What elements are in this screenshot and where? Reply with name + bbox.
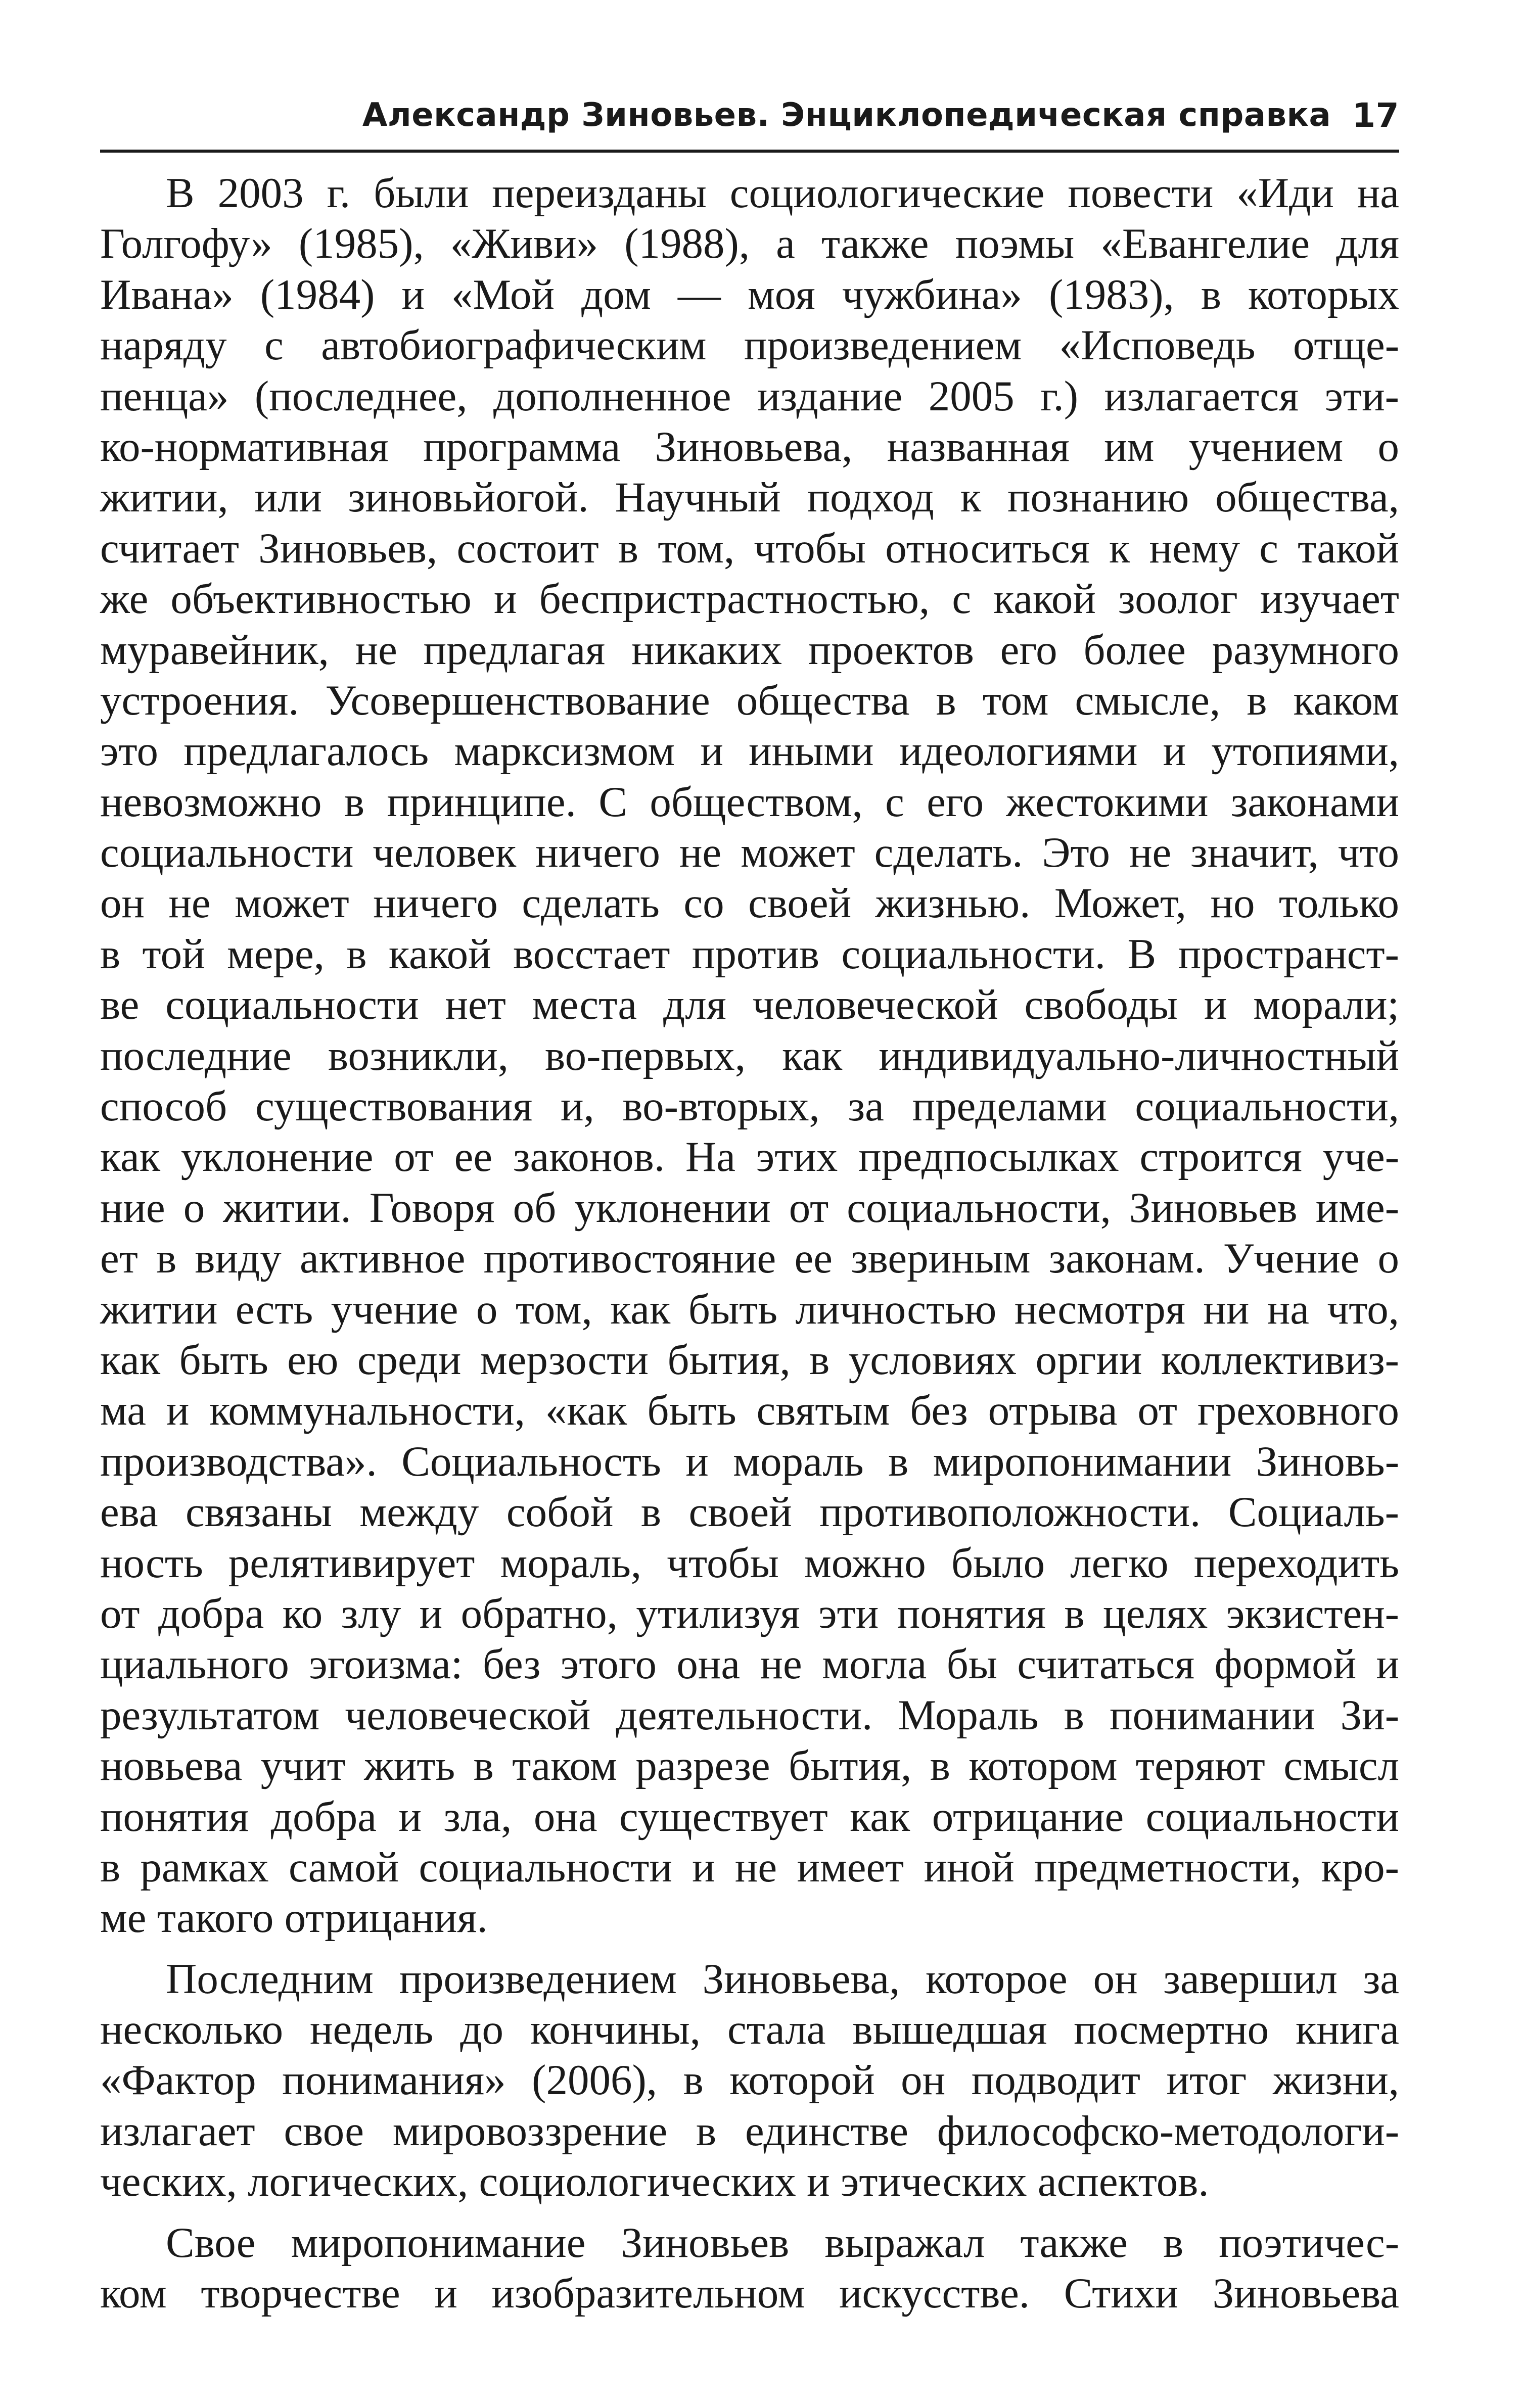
text-line: ние о житии. Говоря об уклонении от социальности, Зиновьев име- [100,1184,1399,1232]
text-line: производства». Социальность и мораль в миропонимании Зиновь- [100,1437,1399,1485]
text-line: понятия добра и зла, она существует как отрицание социальности [100,1792,1399,1840]
text-line: в той мере, в какой восстает против социальности. В пространст- [100,930,1399,978]
text-line: ком творчестве и изобразительном искусстве. Стихи Зиновьева [100,2270,1399,2318]
text-line: Свое миропонимание Зиновьев выражал также в поэтичес- [166,2218,1399,2267]
text-line: несколько недель до кончины, стала вышедшая посмертно книга [100,2006,1399,2054]
paragraph-spacing [100,1944,1399,1954]
running-header [100,85,1399,146]
text-line: ность релятивирует мораль, чтобы можно было легко переходить [100,1539,1399,1587]
text-line: Последним произведением Зиновьева, которое он завершил за [166,1955,1399,2003]
text-line: ко-нормативная программа Зиновьева, названная им учением о [100,422,1399,470]
text-line: Голгофу» (1985), «Живи» (1988), а также поэмы «Евангелие для [100,220,1399,268]
text-line: Ивана» (1984) и «Мой дом — моя чужбина» (1983), в которых [100,270,1399,318]
text-line: это предлагалось марксизмом и иными идеологиями и утопиями, [100,727,1399,775]
header-rule [100,150,1399,153]
paragraph-2 [100,1954,1399,2207]
paragraph-3 [100,2217,1399,2319]
body-text [100,168,1399,2319]
text-line: излагает свое мировоззрение в единстве философско-методологи- [100,2107,1399,2155]
text-line: в рамках самой социальности и не имеет иной предметности, кро- [100,1843,1399,1891]
text-line: как уклонение от ее законов. На этих предпосылках строится уче- [100,1133,1399,1181]
text-line: способ существования и, во-вторых, за пределами социальности, [100,1082,1399,1130]
text-line: «Фактор понимания» (2006), в которой он подводит итог жизни, [100,2056,1399,2104]
text-line: как быть ею среди мерзости бытия, в условиях оргии коллективиз- [100,1336,1399,1384]
text-line: он не может ничего сделать со своей жизнью. Может, но только [100,879,1399,927]
text-line: от добра ко злу и обратно, утилизуя эти понятия в целях экзистен- [100,1589,1399,1637]
text-line: невозможно в принципе. С обществом, с его жестокими законами [100,778,1399,826]
text-line: последние возникли, во-первых, как индивидуально-личностный [100,1031,1399,1079]
text-line: новьева учит жить в таком разрезе бытия, в котором теряют смысл [100,1742,1399,1790]
text-line: считает Зиновьев, состоит в том, чтобы относиться к нему с такой [100,524,1399,572]
text-line: В 2003 г. были переизданы социологические повести «Иди на [166,169,1399,217]
text-line: ве социальности нет места для человеческой свободы и морали; [100,981,1399,1029]
text-line: же объективностью и беспристрастностью, с какой зоолог изучает [100,575,1399,623]
text-line: ма и коммунальности, «как быть святым без отрыва от греховного [100,1387,1399,1435]
paragraph-spacing [100,2207,1399,2217]
text-line: наряду с автобиографическим произведением «Исповедь отще- [100,321,1399,369]
text-line: муравейник, не предлагая никаких проектов его более разумного [100,626,1399,674]
text-line: житии, или зиновьйогой. Научный подход к познанию общества, [100,474,1399,522]
text-line: циального эгоизма: без этого она не могла бы считаться формой и [100,1640,1399,1688]
text-line: житии есть учение о том, как быть личностью несмотря ни на что, [100,1285,1399,1333]
text-line: ет в виду активное противостояние ее звериным законам. Учение о [100,1235,1399,1283]
text-line: пенца» (последнее, дополненное издание 2005 г.) излагается эти- [100,372,1399,420]
running-title: Александр Зиновьев. Энциклопедическая справка [362,97,1331,134]
text-line: результатом человеческой деятельности. Мораль в понимании Зи- [100,1691,1399,1739]
text-line: ме такого отрицания. [100,1894,488,1942]
text-line: ческих, логических, социологических и этических аспектов. [100,2158,1209,2206]
paragraph-1 [100,168,1399,1944]
page-number: 17 [1352,96,1399,135]
text-line: устроения. Усовершенствование общества в том смысле, в каком [100,676,1399,724]
text-line: ева связаны между собой в своей противоположности. Социаль- [100,1488,1399,1536]
text-line: социальности человек ничего не может сделать. Это не значит, что [100,829,1399,877]
